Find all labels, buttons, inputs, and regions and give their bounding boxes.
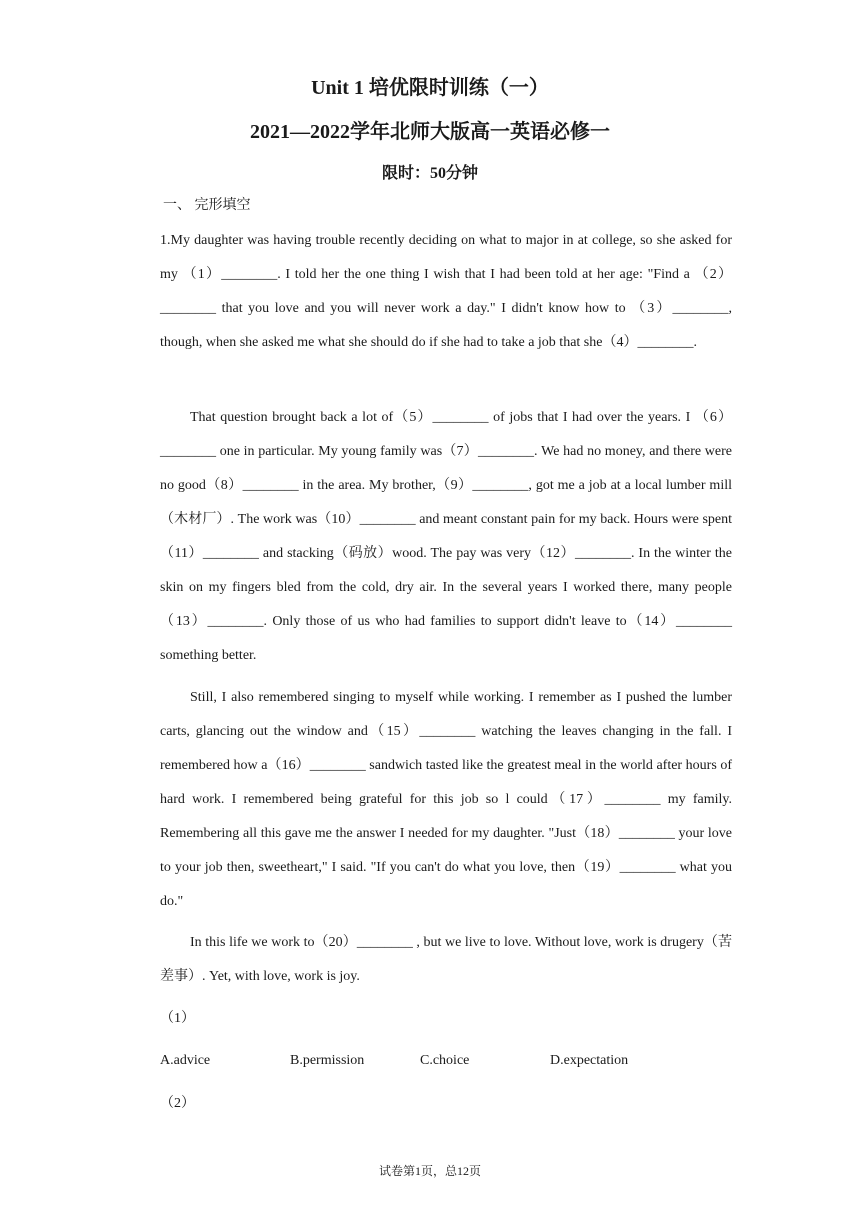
question-1-option-b[interactable]: B.permission [290,1053,365,1068]
passage-paragraph-2: That question brought back a lot of（5）________ of jobs that I had over the years. I （6）________ one in particular. My young family was（7）________. We had no money, and there were no good（8）________ in the area. My brother,（9）________, got me a job at a local lumber mill（木材厂）. The work was（10）________ and meant constant pain for my back. Hours were spent（11）________ and stacking（码放）wood. The pay was very（12）________. In the winter the skin on my fingers bled from the cold, dry air. In the several years I worked there, many people （13）________. Only those of us who had families to support didn't leave to（14）________ something better. [160,410,732,663]
question-1-option-a[interactable]: A.advice [160,1053,211,1068]
question-1-option-c[interactable]: C.choice [420,1053,470,1068]
question-2-number: （2） [160,1096,195,1111]
worksheet-subtitle: 2021—2022学年北师大版高一英语必修一 [250,121,610,143]
passage-paragraph-1: 1.My daughter was having trouble recently deciding on what to major in at college, so she asked for my （1）________. I told her the one thing I wish that I had been told at her age: "Find a （2）________ that you love and you will never work a day." I didn't know how to （3）________, though, when she asked me what she should do if she had to take a job that she（4）________. [160,233,732,350]
question-1-number: （1） [160,1011,195,1026]
passage-paragraph-3: Still, I also remembered singing to myself while working. I remember as I pushed the lumber carts, glancing out the window and（15）________ watching the leaves changing in the fall. I remembered how a（16）________ sandwich tasted like the greatest meal in the world after hours of hard work. I remembered being grateful for this job so l could（17）________ my family. Remembering all this gave me the answer I needed for my daughter. "Just（18）________ your love to your job then, sweetheart," I said. "If you can't do what you love, then（19）________ what you do." [160,690,732,909]
passage-paragraph-4: In this life we work to（20）________ , but we live to love. Without love, work is drugery（苦差事）. Yet, with love, work is joy. [160,935,732,984]
page-footer: 试卷第1页，总12页 [378,1164,481,1178]
worksheet-title: Unit 1 培优限时训练（一） [311,77,549,99]
section-heading: 一、 完形填空 [163,198,251,213]
time-limit: 限时：50分钟 [381,165,478,182]
question-1-options [160,1051,760,1071]
question-1-option-d[interactable]: D.expectation [550,1053,629,1068]
